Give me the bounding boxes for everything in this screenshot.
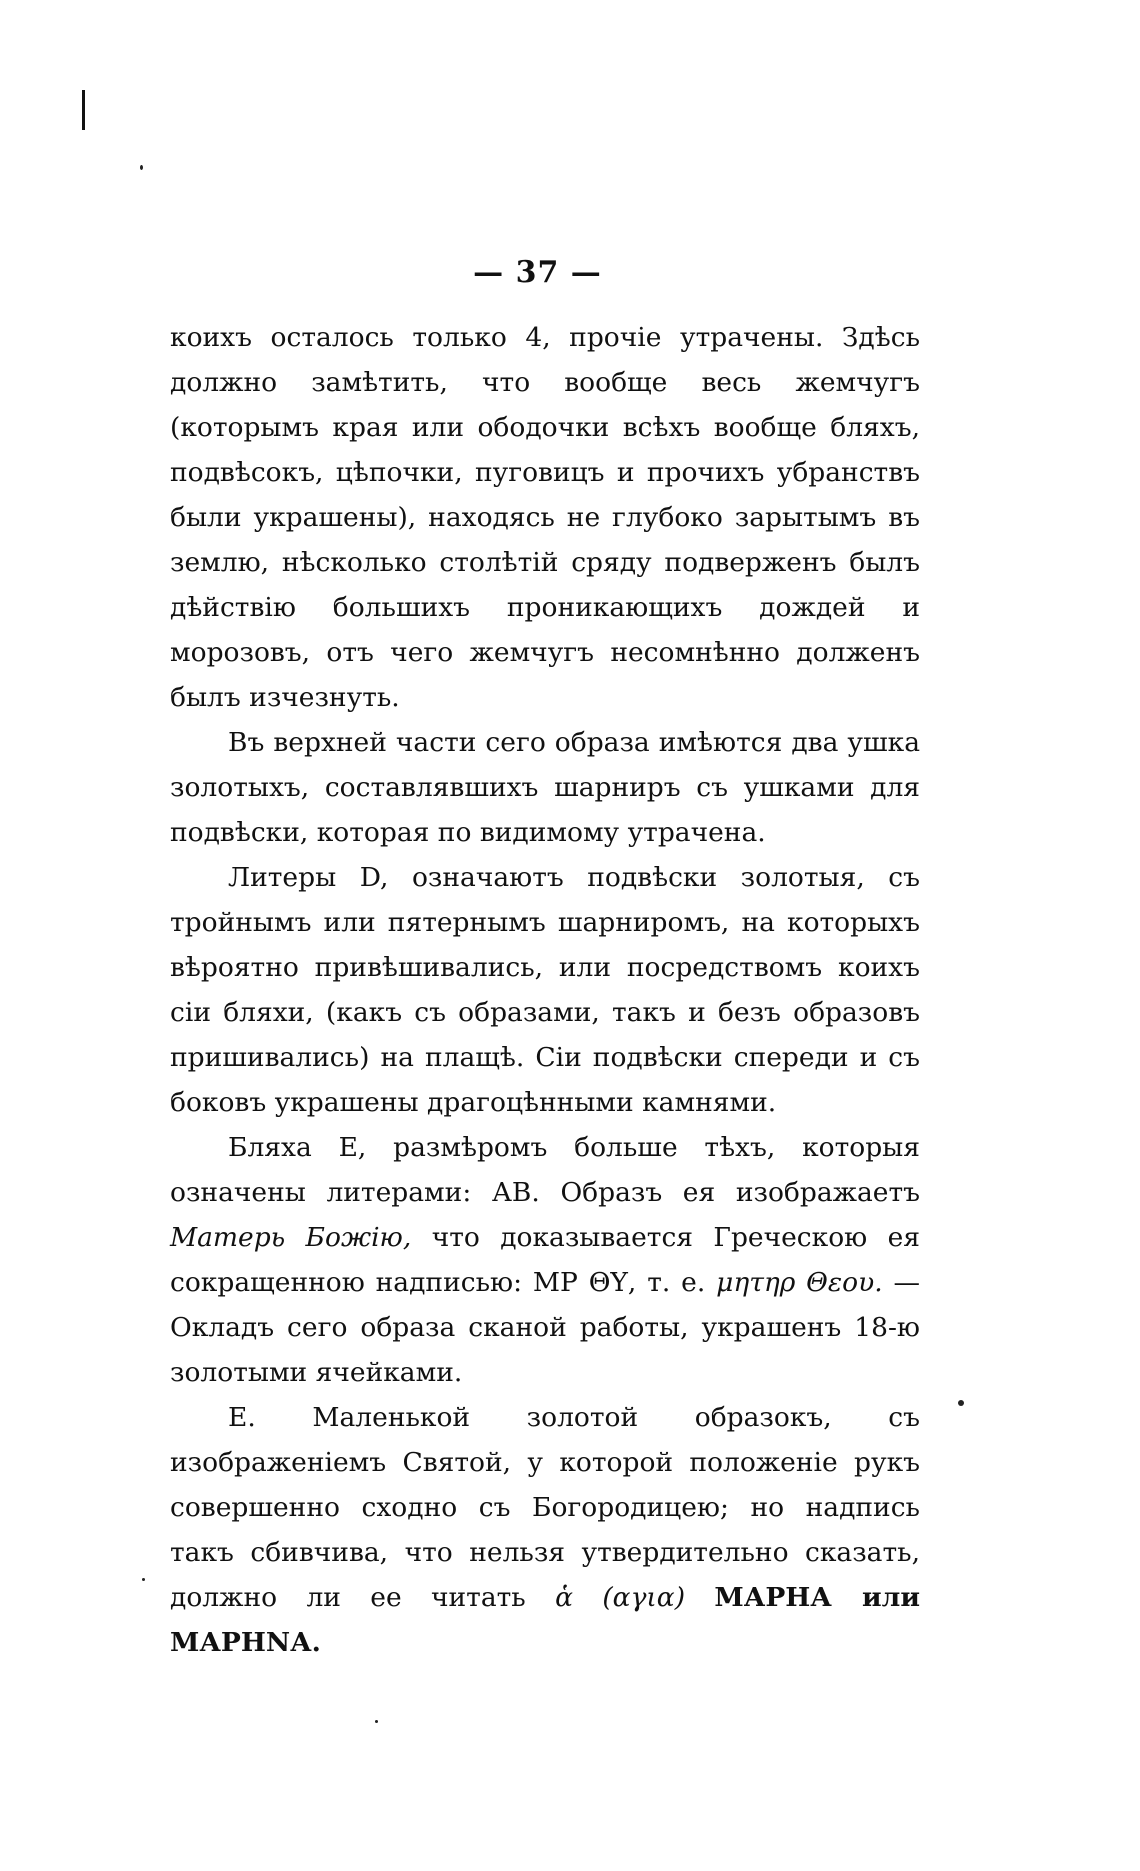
margin-speck	[140, 165, 143, 170]
paragraph-4-text-c: — Окладъ сего образа сканой работы, украшенъ 18-ю золотыми ячейками.	[170, 1267, 920, 1388]
paragraph-4-text-a: Бляха Е, размѣромъ больше тѣхъ, которыя означены литерами: АВ. Образъ ея изображаетъ	[170, 1132, 920, 1208]
paragraph-1: коихъ осталось только 4, прочіе утрачены. Здѣсь должно замѣтить, что вообще весь жемчугъ (которымъ края или ободочки всѣхъ вообще бляхъ, подвѣсокъ, цѣпочки, пуговицъ и прочихъ убранствъ были украшены), находясь не глубоко зарытымъ въ землю, нѣсколько столѣтій сряду подверженъ былъ дѣйствію большихъ проникающихъ дождей и морозовъ, отъ чего жемчугъ несомнѣнно долженъ былъ изчезнуть.	[170, 322, 920, 713]
margin-speck	[375, 1720, 378, 1723]
paragraph-3: Литеры D, означаютъ подвѣски золотыя, съ тройнымъ или пятернымъ шарниромъ, на которыхъ вѣроятно привѣшивались, или посредствомъ коихъ сіи бляхи, (какъ съ образами, такъ и безъ образовъ пришивались) на плащѣ. Сіи подвѣски спереди и съ боковъ украшены драгоцѣнными камнями.	[170, 862, 920, 1118]
paragraph-5-bold: МАРНА или МАРНNА.	[170, 1582, 921, 1658]
paragraph-5-text-a: Е. Маленькой золотой образокъ, съ изображеніемъ Святой, у которой положеніе рукъ совершенно сходно съ Богородицею; но надпись такъ сбивчива, что нельзя утвердительно сказать, должно ли ее читать	[170, 1402, 920, 1613]
body-text	[170, 315, 920, 1665]
paragraph-4-text-b: что доказывается Греческою ея сокращенною надписью: МР ΘΥ, т. е.	[170, 1222, 921, 1298]
paragraph-4	[170, 1125, 920, 1395]
margin-speck	[142, 1578, 145, 1581]
paragraph-5-greek: ἁ (αγια)	[555, 1582, 686, 1613]
margin-mark	[82, 90, 85, 130]
margin-speck	[958, 1400, 964, 1406]
page-number: — 37 —	[473, 255, 602, 290]
paragraph-2: Въ верхней части сего образа имѣются два ушка золотыхъ, составлявшихъ шарниръ съ ушками для подвѣски, которая по видимому утрачена.	[170, 727, 920, 848]
paragraph-5	[170, 1395, 920, 1665]
paragraph-4-italic-name: Матерь Божію,	[170, 1222, 412, 1253]
paragraph-4-greek: μητηρ Θεου.	[716, 1267, 883, 1298]
